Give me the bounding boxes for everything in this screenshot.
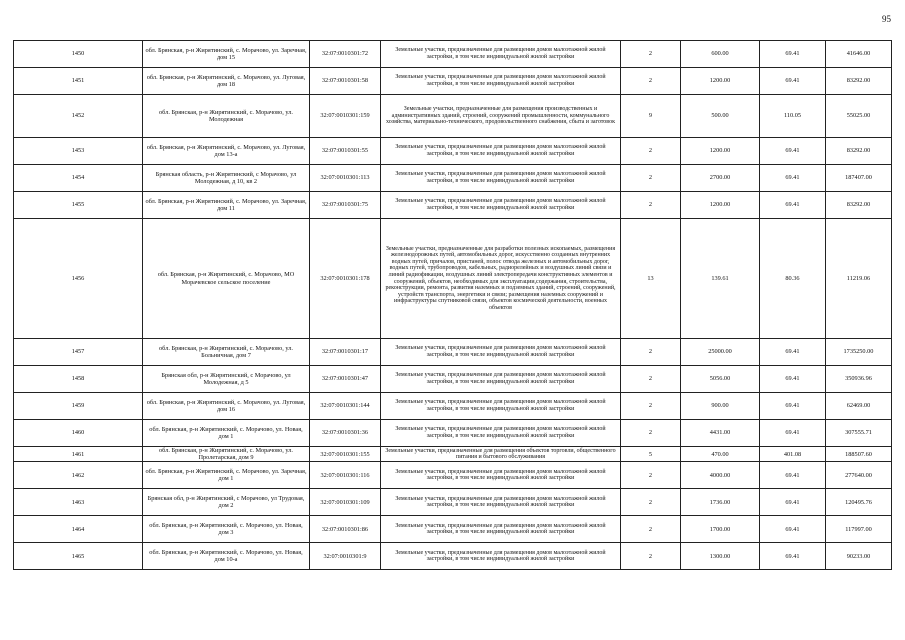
cadastral-number-cell: 32:07:0010301:36: [310, 420, 381, 447]
unit-value-cell: 69.41: [760, 339, 826, 366]
table-row: [14, 219, 892, 339]
area-cell: 1700.00: [681, 516, 760, 543]
row-number-cell: 1454: [14, 165, 143, 192]
cadastral-value-cell: 187407.00: [826, 165, 892, 192]
row-number-cell: 1463: [14, 489, 143, 516]
address-cell: обл. Брянская, р-н Жирятинский, с. Морачово, ул. Новая, дом 3: [143, 516, 310, 543]
use-code-cell: 2: [621, 138, 681, 165]
unit-value-cell: 69.41: [760, 543, 826, 570]
cadastral-value-cell: 1735250.00: [826, 339, 892, 366]
use-code-cell: 2: [621, 165, 681, 192]
area-cell: 1200.00: [681, 192, 760, 219]
cadastral-value-cell: 83292.00: [826, 192, 892, 219]
cadastral-number-cell: 32:07:0010301:86: [310, 516, 381, 543]
row-number-cell: 1453: [14, 138, 143, 165]
unit-value-cell: 401.08: [760, 447, 826, 462]
area-cell: 470.00: [681, 447, 760, 462]
cadastral-value-cell: 62469.00: [826, 393, 892, 420]
table-row: [14, 165, 892, 192]
permitted-use-cell: Земельные участки, предназначенные для размещения домов малоэтажной жилой застройки, в том числе индивидуальной жилой застройки: [381, 462, 621, 489]
area-cell: 1736.00: [681, 489, 760, 516]
permitted-use-cell: Земельные участки, предназначенные для размещения домов малоэтажной жилой застройки, в том числе индивидуальной жилой застройки: [381, 393, 621, 420]
permitted-use-cell: Земельные участки, предназначенные для размещения домов малоэтажной жилой застройки, в том числе индивидуальной жилой застройки: [381, 192, 621, 219]
unit-value-cell: 69.41: [760, 68, 826, 95]
unit-value-cell: 69.41: [760, 165, 826, 192]
row-number-cell: 1451: [14, 68, 143, 95]
use-code-cell: 2: [621, 339, 681, 366]
row-number-cell: 1457: [14, 339, 143, 366]
permitted-use-cell: Земельные участки, предназначенные для размещения домов малоэтажной жилой застройки, в том числе индивидуальной жилой застройки: [381, 41, 621, 68]
area-cell: 139.61: [681, 219, 760, 339]
table-row: [14, 339, 892, 366]
address-cell: обл. Брянская, р-н Жирятинский, с. Морачово, ул. Молодежная: [143, 95, 310, 138]
unit-value-cell: 69.41: [760, 516, 826, 543]
permitted-use-cell: Земельные участки, предназначенные для разработки полезных ископаемых, размещения железнодорожных путей, автомобильных дорог, искусственно созданных внутренних водных путей, причалов, пристаней, полос отвода железных и автомобильных дорог, водных путей, трубопроводов, кабельных, радиорелейных и воздушных линий связи и линий радиофикации, воздушных линий электропередачи конструктивных элементов и сооружений, объектов, необходимых для эксплуатации,содержания, строительства, реконструкции, ремонта, развития наземных и подземных зданий, строений, сооружений, устройств транспорта, энергетики и связи; размещения наземных сооружений и инфраструктуры спутниковой связи, объектов космической деятельности, военных объектов: [381, 219, 621, 339]
table-row: [14, 138, 892, 165]
cadastral-value-cell: 307555.71: [826, 420, 892, 447]
address-cell: обл. Брянская, р-н Жирятинский, с. Морачово, МО Морачевское сельское поселение: [143, 219, 310, 339]
permitted-use-cell: Земельные участки, предназначенные для размещения домов малоэтажной жилой застройки, в том числе индивидуальной жилой застройки: [381, 543, 621, 570]
cadastral-value-cell: 83292.00: [826, 68, 892, 95]
use-code-cell: 2: [621, 393, 681, 420]
row-number-cell: 1460: [14, 420, 143, 447]
area-cell: 500.00: [681, 95, 760, 138]
area-cell: 1200.00: [681, 138, 760, 165]
row-number-cell: 1461: [14, 447, 143, 462]
use-code-cell: 2: [621, 192, 681, 219]
cadastral-value-cell: 188507.60: [826, 447, 892, 462]
use-code-cell: 2: [621, 68, 681, 95]
cadastral-number-cell: 32:07:0010301:55: [310, 138, 381, 165]
table-row: [14, 489, 892, 516]
table-row: [14, 393, 892, 420]
address-cell: обл. Брянская, р-н Жирятинский, с. Морачово, ул. Заречная, дом 11: [143, 192, 310, 219]
cadastral-value-cell: 120495.76: [826, 489, 892, 516]
cadastral-value-cell: 83292.00: [826, 138, 892, 165]
area-cell: 600.00: [681, 41, 760, 68]
table-row: [14, 95, 892, 138]
address-cell: обл. Брянская, р-н Жирятинский, с. Морачово, ул. Луговая, дом 16: [143, 393, 310, 420]
cadastral-number-cell: 32:07:0010301:116: [310, 462, 381, 489]
cadastral-number-cell: 32:07:0010301:58: [310, 68, 381, 95]
unit-value-cell: 69.41: [760, 138, 826, 165]
cadastral-number-cell: 32:07:0010301:178: [310, 219, 381, 339]
row-number-cell: 1455: [14, 192, 143, 219]
address-cell: Брянская обл, р-н Жирятинский, с Морачово, ул Молодежная, д 5: [143, 366, 310, 393]
table-row: [14, 68, 892, 95]
area-cell: 2700.00: [681, 165, 760, 192]
cadastral-number-cell: 32:07:0010301:159: [310, 95, 381, 138]
unit-value-cell: 110.05: [760, 95, 826, 138]
use-code-cell: 2: [621, 366, 681, 393]
address-cell: обл. Брянская, р-н Жирятинский, с. Морачово, ул. Луговая, дом 18: [143, 68, 310, 95]
table-row: [14, 516, 892, 543]
permitted-use-cell: Земельные участки, предназначенные для размещения домов малоэтажной жилой застройки, в том числе индивидуальной жилой застройки: [381, 489, 621, 516]
permitted-use-cell: Земельные участки, предназначенные для размещения домов малоэтажной жилой застройки, в том числе индивидуальной жилой застройки: [381, 516, 621, 543]
cadastral-value-cell: 117997.00: [826, 516, 892, 543]
cadastral-number-cell: 32:07:0010301:75: [310, 192, 381, 219]
area-cell: 4431.00: [681, 420, 760, 447]
table-row: [14, 192, 892, 219]
row-number-cell: 1450: [14, 41, 143, 68]
row-number-cell: 1464: [14, 516, 143, 543]
page-number: 95: [882, 14, 891, 24]
cadastral-table: [13, 40, 892, 570]
use-code-cell: 2: [621, 516, 681, 543]
row-number-cell: 1459: [14, 393, 143, 420]
table-row: [14, 447, 892, 462]
table-row: [14, 420, 892, 447]
use-code-cell: 5: [621, 447, 681, 462]
cadastral-value-cell: 90233.00: [826, 543, 892, 570]
row-number-cell: 1456: [14, 219, 143, 339]
area-cell: 1300.00: [681, 543, 760, 570]
cadastral-value-cell: 277640.00: [826, 462, 892, 489]
table-row: [14, 41, 892, 68]
area-cell: 900.00: [681, 393, 760, 420]
cadastral-number-cell: 32:07:0010301:47: [310, 366, 381, 393]
row-number-cell: 1462: [14, 462, 143, 489]
use-code-cell: 9: [621, 95, 681, 138]
table-row: [14, 366, 892, 393]
unit-value-cell: 69.41: [760, 489, 826, 516]
unit-value-cell: 69.41: [760, 420, 826, 447]
cadastral-value-cell: 11219.06: [826, 219, 892, 339]
permitted-use-cell: Земельные участки, предназначенные для размещения производственных и административных зданий, строений, сооружений промышленности, коммунального хозяйства, материально-технического, продовольственного снабжения, сбыта и заготовок: [381, 95, 621, 138]
cadastral-value-cell: 350936.96: [826, 366, 892, 393]
address-cell: обл. Брянская, р-н Жирятинский, с. Морачово, ул. Новая, дом 1: [143, 420, 310, 447]
address-cell: обл. Брянская, р-н Жирятинский, с. Морачово, ул. Заречная, дом 1: [143, 462, 310, 489]
unit-value-cell: 69.41: [760, 393, 826, 420]
cadastral-number-cell: 32:07:0010301:113: [310, 165, 381, 192]
cadastral-number-cell: 32:07:0010301:155: [310, 447, 381, 462]
permitted-use-cell: Земельные участки, предназначенные для размещения объектов торговли, общественного питания и бытового обслуживания: [381, 447, 621, 462]
table-body: [14, 41, 892, 570]
cadastral-value-cell: 41646.00: [826, 41, 892, 68]
area-cell: 1200.00: [681, 68, 760, 95]
cadastral-number-cell: 32:07:0010301:17: [310, 339, 381, 366]
permitted-use-cell: Земельные участки, предназначенные для размещения домов малоэтажной жилой застройки, в том числе индивидуальной жилой застройки: [381, 68, 621, 95]
permitted-use-cell: Земельные участки, предназначенные для размещения домов малоэтажной жилой застройки, в том числе индивидуальной жилой застройки: [381, 138, 621, 165]
table-row: [14, 543, 892, 570]
row-number-cell: 1465: [14, 543, 143, 570]
address-cell: обл. Брянская, р-н Жирятинский, с. Морачово, ул. Новая, дом 10-а: [143, 543, 310, 570]
permitted-use-cell: Земельные участки, предназначенные для размещения домов малоэтажной жилой застройки, в том числе индивидуальной жилой застройки: [381, 366, 621, 393]
address-cell: обл. Брянская, р-н Жирятинский, с. Морачово, ул. Пролетарская, дом 9: [143, 447, 310, 462]
use-code-cell: 2: [621, 489, 681, 516]
permitted-use-cell: Земельные участки, предназначенные для размещения домов малоэтажной жилой застройки, в том числе индивидуальной жилой застройки: [381, 165, 621, 192]
cadastral-number-cell: 32:07:0010301:9: [310, 543, 381, 570]
row-number-cell: 1452: [14, 95, 143, 138]
address-cell: обл. Брянская, р-н Жирятинский, с. Морачово, ул. Больничная, дом 7: [143, 339, 310, 366]
use-code-cell: 2: [621, 41, 681, 68]
unit-value-cell: 80.36: [760, 219, 826, 339]
use-code-cell: 2: [621, 462, 681, 489]
address-cell: обл. Брянская, р-н Жирятинский, с. Морачово, ул. Луговая, дом 13-а: [143, 138, 310, 165]
table-row: [14, 462, 892, 489]
unit-value-cell: 69.41: [760, 192, 826, 219]
use-code-cell: 13: [621, 219, 681, 339]
area-cell: 25000.00: [681, 339, 760, 366]
unit-value-cell: 69.41: [760, 366, 826, 393]
cadastral-number-cell: 32:07:0010301:109: [310, 489, 381, 516]
address-cell: обл. Брянская, р-н Жирятинский, с. Морачово, ул. Заречная, дом 15: [143, 41, 310, 68]
unit-value-cell: 69.41: [760, 41, 826, 68]
unit-value-cell: 69.41: [760, 462, 826, 489]
use-code-cell: 2: [621, 420, 681, 447]
row-number-cell: 1458: [14, 366, 143, 393]
address-cell: Брянская область, р-н Жирятинский, с Морачово, ул Молодежная, д 10, кв 2: [143, 165, 310, 192]
area-cell: 5056.00: [681, 366, 760, 393]
cadastral-value-cell: 55025.00: [826, 95, 892, 138]
use-code-cell: 2: [621, 543, 681, 570]
cadastral-number-cell: 32:07:0010301:144: [310, 393, 381, 420]
permitted-use-cell: Земельные участки, предназначенные для размещения домов малоэтажной жилой застройки, в том числе индивидуальной жилой застройки: [381, 339, 621, 366]
area-cell: 4000.00: [681, 462, 760, 489]
permitted-use-cell: Земельные участки, предназначенные для размещения домов малоэтажной жилой застройки, в том числе индивидуальной жилой застройки: [381, 420, 621, 447]
address-cell: Брянская обл, р-н Жирятинский, с Морачово, ул Трудовая, дом 2: [143, 489, 310, 516]
cadastral-number-cell: 32:07:0010301:72: [310, 41, 381, 68]
